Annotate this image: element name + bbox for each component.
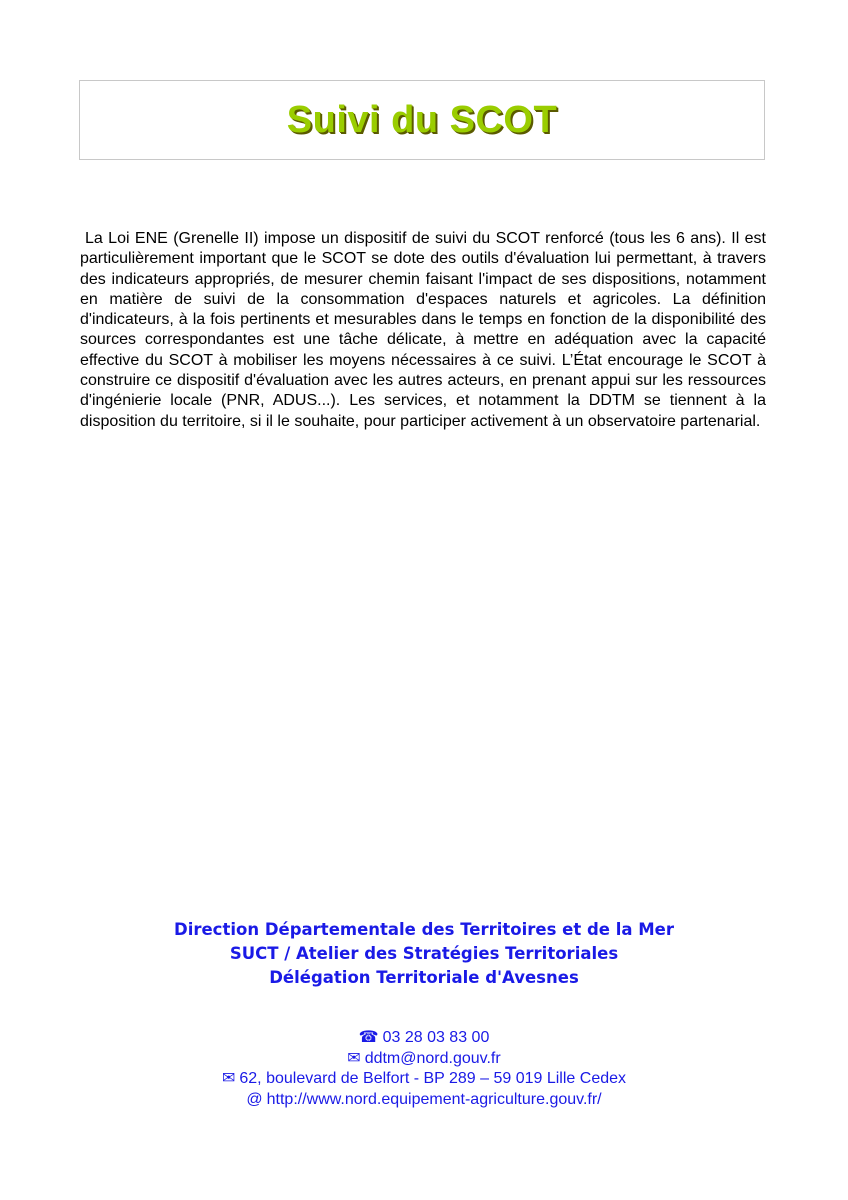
phone-icon: ☎ <box>358 1029 379 1046</box>
page-title: Suivi du SCOT <box>286 98 558 141</box>
org-line-1: Direction Départementale des Territoires et de la Mer <box>174 920 674 939</box>
postal-address: 62, boulevard de Belfort - BP 289 – 59 019 Lille Cedex <box>239 1070 627 1087</box>
body-paragraph: La Loi ENE (Grenelle II) impose un dispositif de suivi du SCOT renforcé (tous les 6 ans). Il est particulièrement important que le SCOT se dote des outils d'évaluation lui permettant, à travers des indicateurs appropriés, de mesurer chemin faisant l'impact de ses dispositions, notamment en matière de suivi de la consommation d'espaces naturels et agricoles. La définition d'indicateurs, à la fois pertinents et mesurables dans le temps en fonction de la disponibilité des sources correspondantes est une tâche délicate, à mettre en adéquation avec la capacité effective du SCOT à mobiliser les moyens nécessaires à ce suivi. L’État encourage le SCOT à construire ce dispositif d'évaluation avec les autres acteurs, en prenant appui sur les ressources d'ingénierie locale (PNR, ADUS...). Les services, et notamment la DDTM se tiennent à la disposition du territoire, si il le souhaite, pour participer activement à un observatoire partenarial. <box>80 230 766 430</box>
mail-address-icon: ✉ <box>221 1070 236 1087</box>
at-icon: @ <box>246 1090 263 1108</box>
contact-block <box>0 1028 848 1110</box>
address-line <box>0 1069 848 1090</box>
title-box <box>79 80 765 160</box>
phone-line <box>0 1028 848 1049</box>
org-line-3: Délégation Territoriale d'Avesnes <box>269 968 579 987</box>
footer-organization <box>0 918 848 990</box>
email-line <box>0 1049 848 1070</box>
org-line-2: SUCT / Atelier des Stratégies Territoriales <box>229 944 619 963</box>
email-link[interactable]: ddtm@nord.gouv.fr <box>364 1049 501 1067</box>
website-link[interactable]: http://www.nord.equipement-agriculture.gouv.fr/ <box>266 1090 602 1108</box>
phone-number: 03 28 03 83 00 <box>382 1029 490 1046</box>
envelope-icon: ✉ <box>347 1049 361 1067</box>
website-line <box>0 1090 848 1111</box>
